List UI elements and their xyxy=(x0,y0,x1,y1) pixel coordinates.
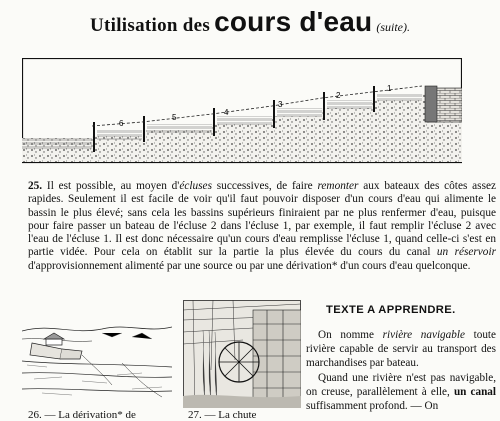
water-lock-4 xyxy=(217,116,272,126)
ground-gravel xyxy=(22,94,462,162)
lock-label-4: 4 xyxy=(224,108,229,117)
title-part-1: Utilisation des xyxy=(89,15,211,36)
water-lock-2 xyxy=(327,100,372,110)
water-lock-6 xyxy=(97,130,142,140)
texte-paragraph-2 xyxy=(306,371,496,414)
text-em-reservoir: un réservoir xyxy=(436,246,496,259)
page-title xyxy=(0,6,500,38)
text-run: successives, de faire xyxy=(211,180,318,192)
mill-building xyxy=(253,310,301,400)
title-part-2: cours d'eau xyxy=(214,6,373,37)
text-run: toute rivière capable de servir au transport des marchandises par bateau. xyxy=(306,329,497,370)
water-lock-5 xyxy=(147,124,212,134)
text-run: Il est possible, au moyen d' xyxy=(42,180,180,192)
paragraph-number: 25. xyxy=(28,180,43,192)
lock-label-2: 2 xyxy=(336,91,341,100)
text-run: aux bateaux des côtes assez rapides. Seulement il est facile de voir qu'il faut pouvoir disposer d'un cours d'eau qui alimente le bassin le plus élevé; sans cela les bassins supérieurs finiraient par ne plus renfermer d'eau, puisque pour faire passer un bateau de l'écluse 2 dans l'écluse 1, par exemple, il faut remplir l'écluse 2 avec l'eau de l'écluse 1. Il est donc nécessaire qu'un cours d'eau remplisse l'écluse 1, quand celle-ci s'est en partie vidée. Pour cela on établit sur la partie la plus élevée du cours du canal xyxy=(28,180,496,259)
paragraph-25 xyxy=(28,180,496,273)
lock-label-5: 5 xyxy=(172,113,177,122)
text-em-remonter: remonter xyxy=(317,180,359,192)
water-lock-3 xyxy=(277,108,322,118)
text-em-riviere-navigable: rivière navigable xyxy=(382,329,465,341)
texte-a-apprendre-body xyxy=(306,328,496,413)
lock-label-3: 3 xyxy=(278,100,283,109)
texte-paragraph-1 xyxy=(306,328,496,371)
figure-27-caption: 27. — La chute xyxy=(188,409,257,421)
water-pool xyxy=(22,138,92,150)
figure-26-caption: 26. — La dérivation* de xyxy=(28,409,136,421)
lock-label-1: 1 xyxy=(387,84,392,93)
figure-27-waterfall xyxy=(183,300,301,408)
lock-gate-1 xyxy=(425,86,437,122)
text-bold-un-canal: un canal xyxy=(453,385,497,398)
figure-26-derivation xyxy=(22,293,172,405)
water-lock-1 xyxy=(377,94,422,102)
locks-cross-section-figure xyxy=(22,58,462,170)
text-run: d'approvisionnement alimenté par une source ou par une dérivation* d'un cours d'eau quelconque. xyxy=(28,259,471,272)
title-suffix: (suite). xyxy=(376,20,410,34)
text-run: suffisamment profond. — On xyxy=(306,400,439,413)
lock-label-6: 6 xyxy=(119,119,124,128)
texte-a-apprendre-heading: TEXTE A APPRENDRE. xyxy=(326,304,456,316)
text-em-ecluses: écluses xyxy=(179,180,212,192)
text-run: On nomme xyxy=(318,329,383,341)
text-run: Quand une rivière n'est pas navigable, on creuse, parallèlement à elle, xyxy=(306,371,496,398)
